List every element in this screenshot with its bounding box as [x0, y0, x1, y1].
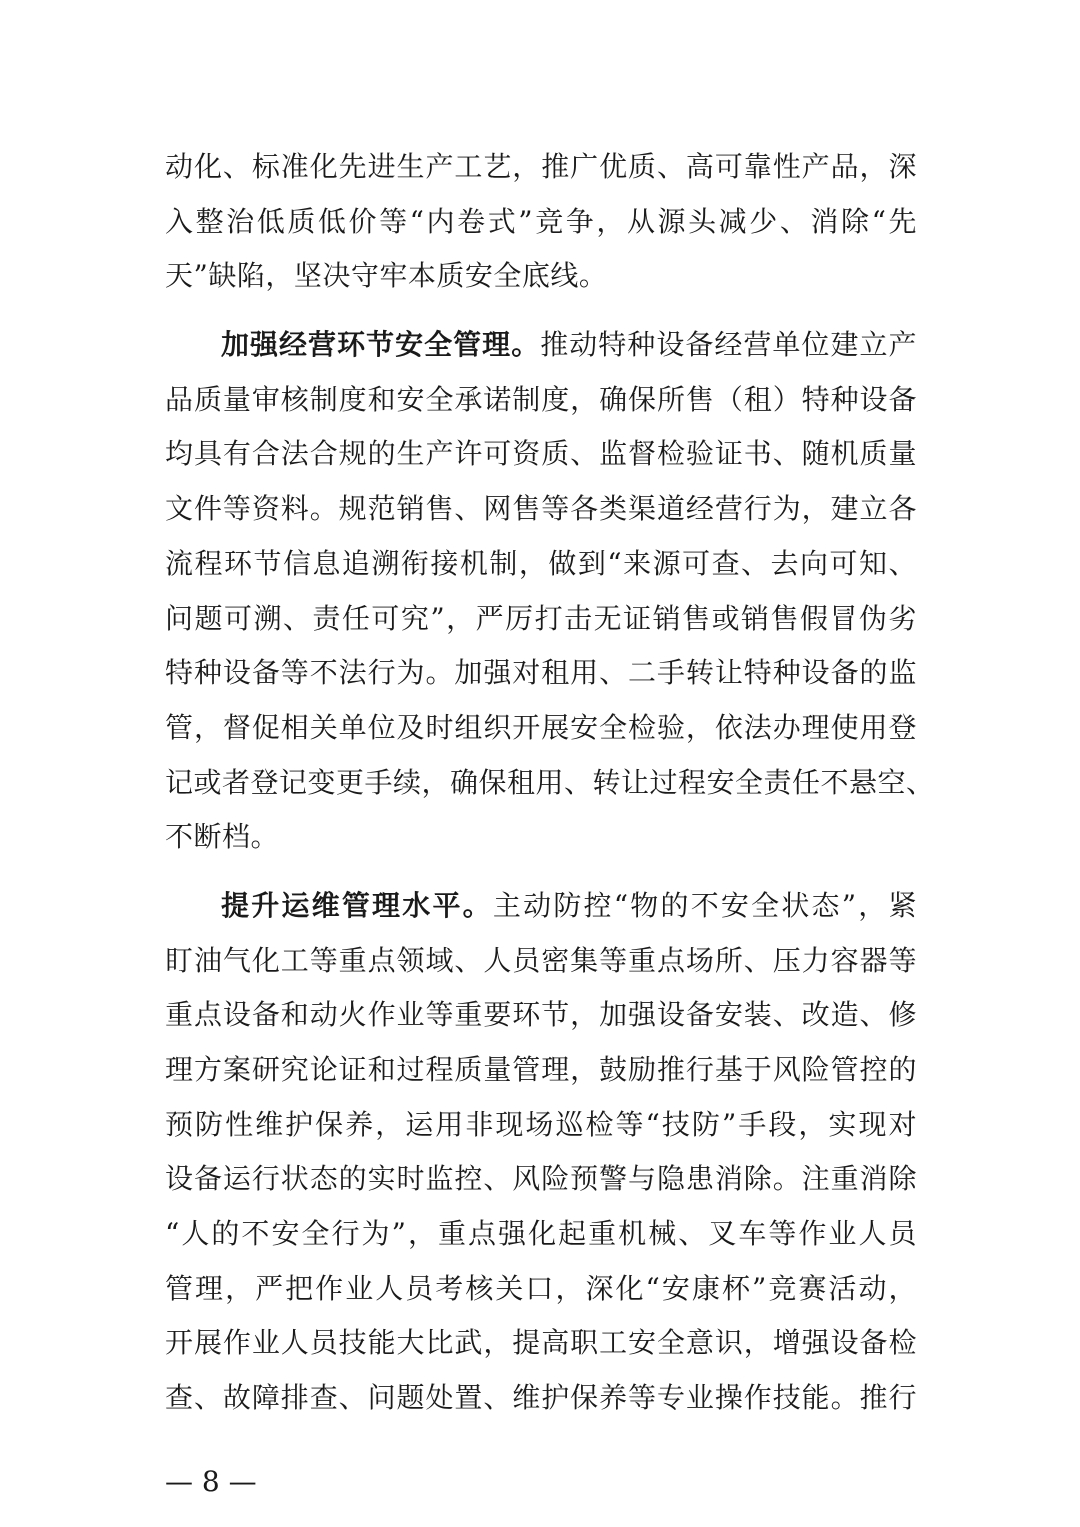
- paragraph-line: 设备运行状态的实时监控、风险预警与隐患消除。注重消除: [165, 1162, 917, 1196]
- paragraph-line: 天”缺陷，坚决守牢本质安全底线。: [165, 259, 608, 293]
- paragraph-line: 入整治低质低价等“内卷式”竞争，从源头减少、消除“先: [165, 204, 917, 238]
- paragraph-line: 品质量审核制度和安全承诺制度，确保所售（租）特种设备: [165, 382, 917, 416]
- paragraph-line: 动化、标准化先进生产工艺，推广优质、高可靠性产品，深: [165, 150, 917, 183]
- paragraph-line: 特种设备等不法行为。加强对租用、二手转让特种设备的监: [165, 656, 917, 690]
- paragraph-line: 不断档。: [165, 820, 280, 854]
- paragraph-text: 推动特种设备经营单位建立产: [540, 328, 917, 362]
- paragraph-line: 管理，严把作业人员考核关口，深化“安康杯”竞赛活动，: [165, 1271, 917, 1305]
- paragraph-line: 记或者登记变更手续，确保租用、转让过程安全责任不悬空、: [165, 765, 935, 799]
- paragraph-line: 均具有合法合规的生产许可资质、监督检验证书、随机质量: [165, 437, 917, 471]
- paragraph-line: 管，督促相关单位及时组织开展安全检验，依法办理使用登: [165, 710, 917, 744]
- paragraph-1: [165, 140, 917, 304]
- page-number: — 8 —: [165, 1465, 257, 1498]
- paragraph-line: “人的不安全行为”，重点强化起重机械、叉车等作业人员: [165, 1217, 917, 1251]
- paragraph-line: 重点设备和动火作业等重要环节，加强设备安装、改造、修: [165, 998, 917, 1032]
- paragraph-line: 问题可溯、责任可究”，严厉打击无证销售或销售假冒伪劣: [165, 601, 917, 635]
- paragraph-first-line: [165, 318, 917, 373]
- section-heading: 加强经营环节安全管理。: [221, 328, 541, 362]
- body-text: [165, 140, 935, 1426]
- paragraph-line: 查、故障排查、问题处置、维护保养等专业操作技能。推行: [165, 1381, 917, 1415]
- section-heading: 提升运维管理水平。: [221, 888, 493, 922]
- paragraph-text: 主动防控“物的不安全状态”，紧: [492, 888, 917, 922]
- paragraph-line: 盯油气化工等重点领域、人员密集等重点场所、压力容器等: [165, 943, 917, 977]
- paragraph-2: [165, 318, 935, 865]
- paragraph-3: [165, 879, 917, 1426]
- paragraph-line: 理方案研究论证和过程质量管理，鼓励推行基于风险管控的: [165, 1053, 917, 1086]
- paragraph-line: 开展作业人员技能大比武，提高职工安全意识，增强设备检: [165, 1326, 917, 1360]
- paragraph-first-line: [165, 879, 917, 934]
- paragraph-line: 文件等资料。规范销售、网售等各类渠道经营行为，建立各: [165, 492, 917, 526]
- paragraph-line: 流程环节信息追溯衔接机制，做到“来源可查、去向可知、: [165, 546, 917, 580]
- paragraph-line: 预防性维护保养，运用非现场巡检等“技防”手段，实现对: [165, 1107, 917, 1141]
